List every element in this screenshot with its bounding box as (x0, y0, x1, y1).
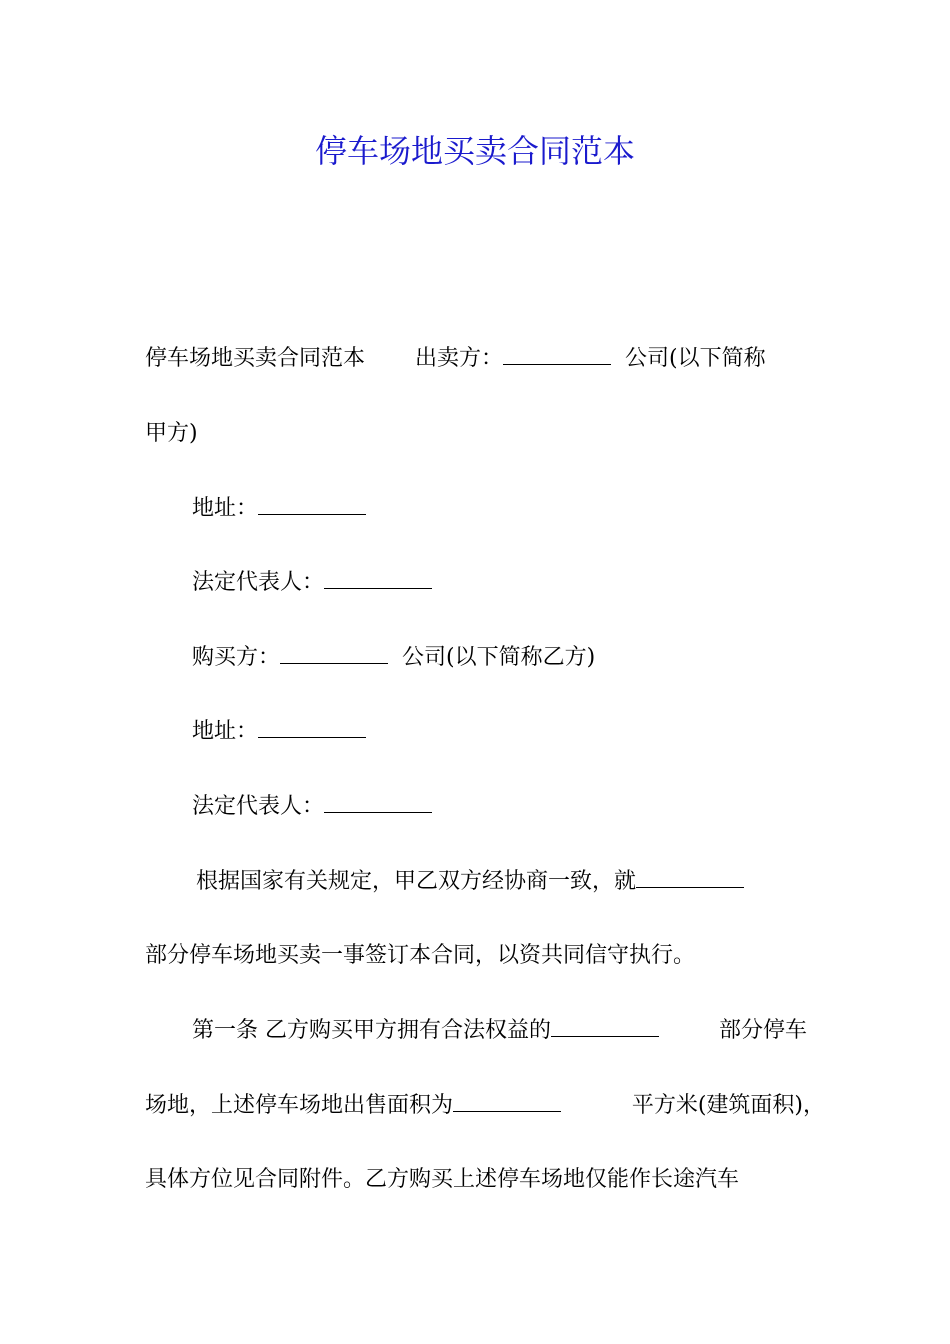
seller-address-label: 地址： (192, 496, 259, 521)
preamble-continuation: 部分停车场地买卖一事签订本合同，以资共同信守执行。 (145, 943, 696, 968)
seller-representative-label: 法定代表人： (192, 570, 325, 595)
area-end: 平方米(建筑面积)， (631, 1093, 825, 1118)
seller-address-blank (258, 494, 366, 515)
article-one-line (192, 1015, 807, 1047)
document-title: 停车场地买卖合同范本 (314, 132, 635, 170)
buyer-representative-blank (324, 792, 432, 813)
article-one-end: 部分停车 (718, 1018, 807, 1043)
buyer-representative-label: 法定代表人： (192, 794, 325, 819)
buyer-representative-line (192, 791, 432, 823)
seller-representative-line (192, 567, 432, 599)
buyer-company-suffix: 公司(以下简称乙方) (402, 645, 596, 670)
buyer-address-line (192, 716, 366, 748)
location-line: 具体方位见合同附件。乙方购买上述停车场地仅能作长途汽车 (145, 1167, 740, 1192)
article-one-text: 第一条 乙方购买甲方拥有合法权益的 (192, 1018, 551, 1043)
contract-name: 停车场地买卖合同范本 (145, 346, 366, 371)
preamble-line (196, 866, 744, 898)
preamble-text: 根据国家有关规定，甲乙双方经协商一致，就 (196, 869, 637, 894)
buyer-line (192, 642, 595, 674)
buyer-address-blank (258, 717, 366, 738)
seller-abbr-line: 甲方) (145, 421, 198, 446)
buyer-name-blank (280, 643, 388, 664)
seller-representative-blank (324, 568, 432, 589)
seller-company-suffix: 公司(以下简称 (625, 346, 766, 371)
area-blank (453, 1091, 561, 1112)
article-one-blank (551, 1016, 659, 1037)
area-line (145, 1090, 825, 1122)
contract-header-line (145, 343, 807, 375)
seller-label: 出卖方： (415, 346, 504, 371)
seller-address-line (192, 493, 366, 525)
buyer-address-label: 地址： (192, 719, 259, 744)
buyer-label: 购买方： (192, 645, 281, 670)
seller-name-blank (503, 344, 611, 365)
area-text: 场地，上述停车场地出售面积为 (145, 1093, 454, 1118)
preamble-blank (636, 867, 744, 888)
